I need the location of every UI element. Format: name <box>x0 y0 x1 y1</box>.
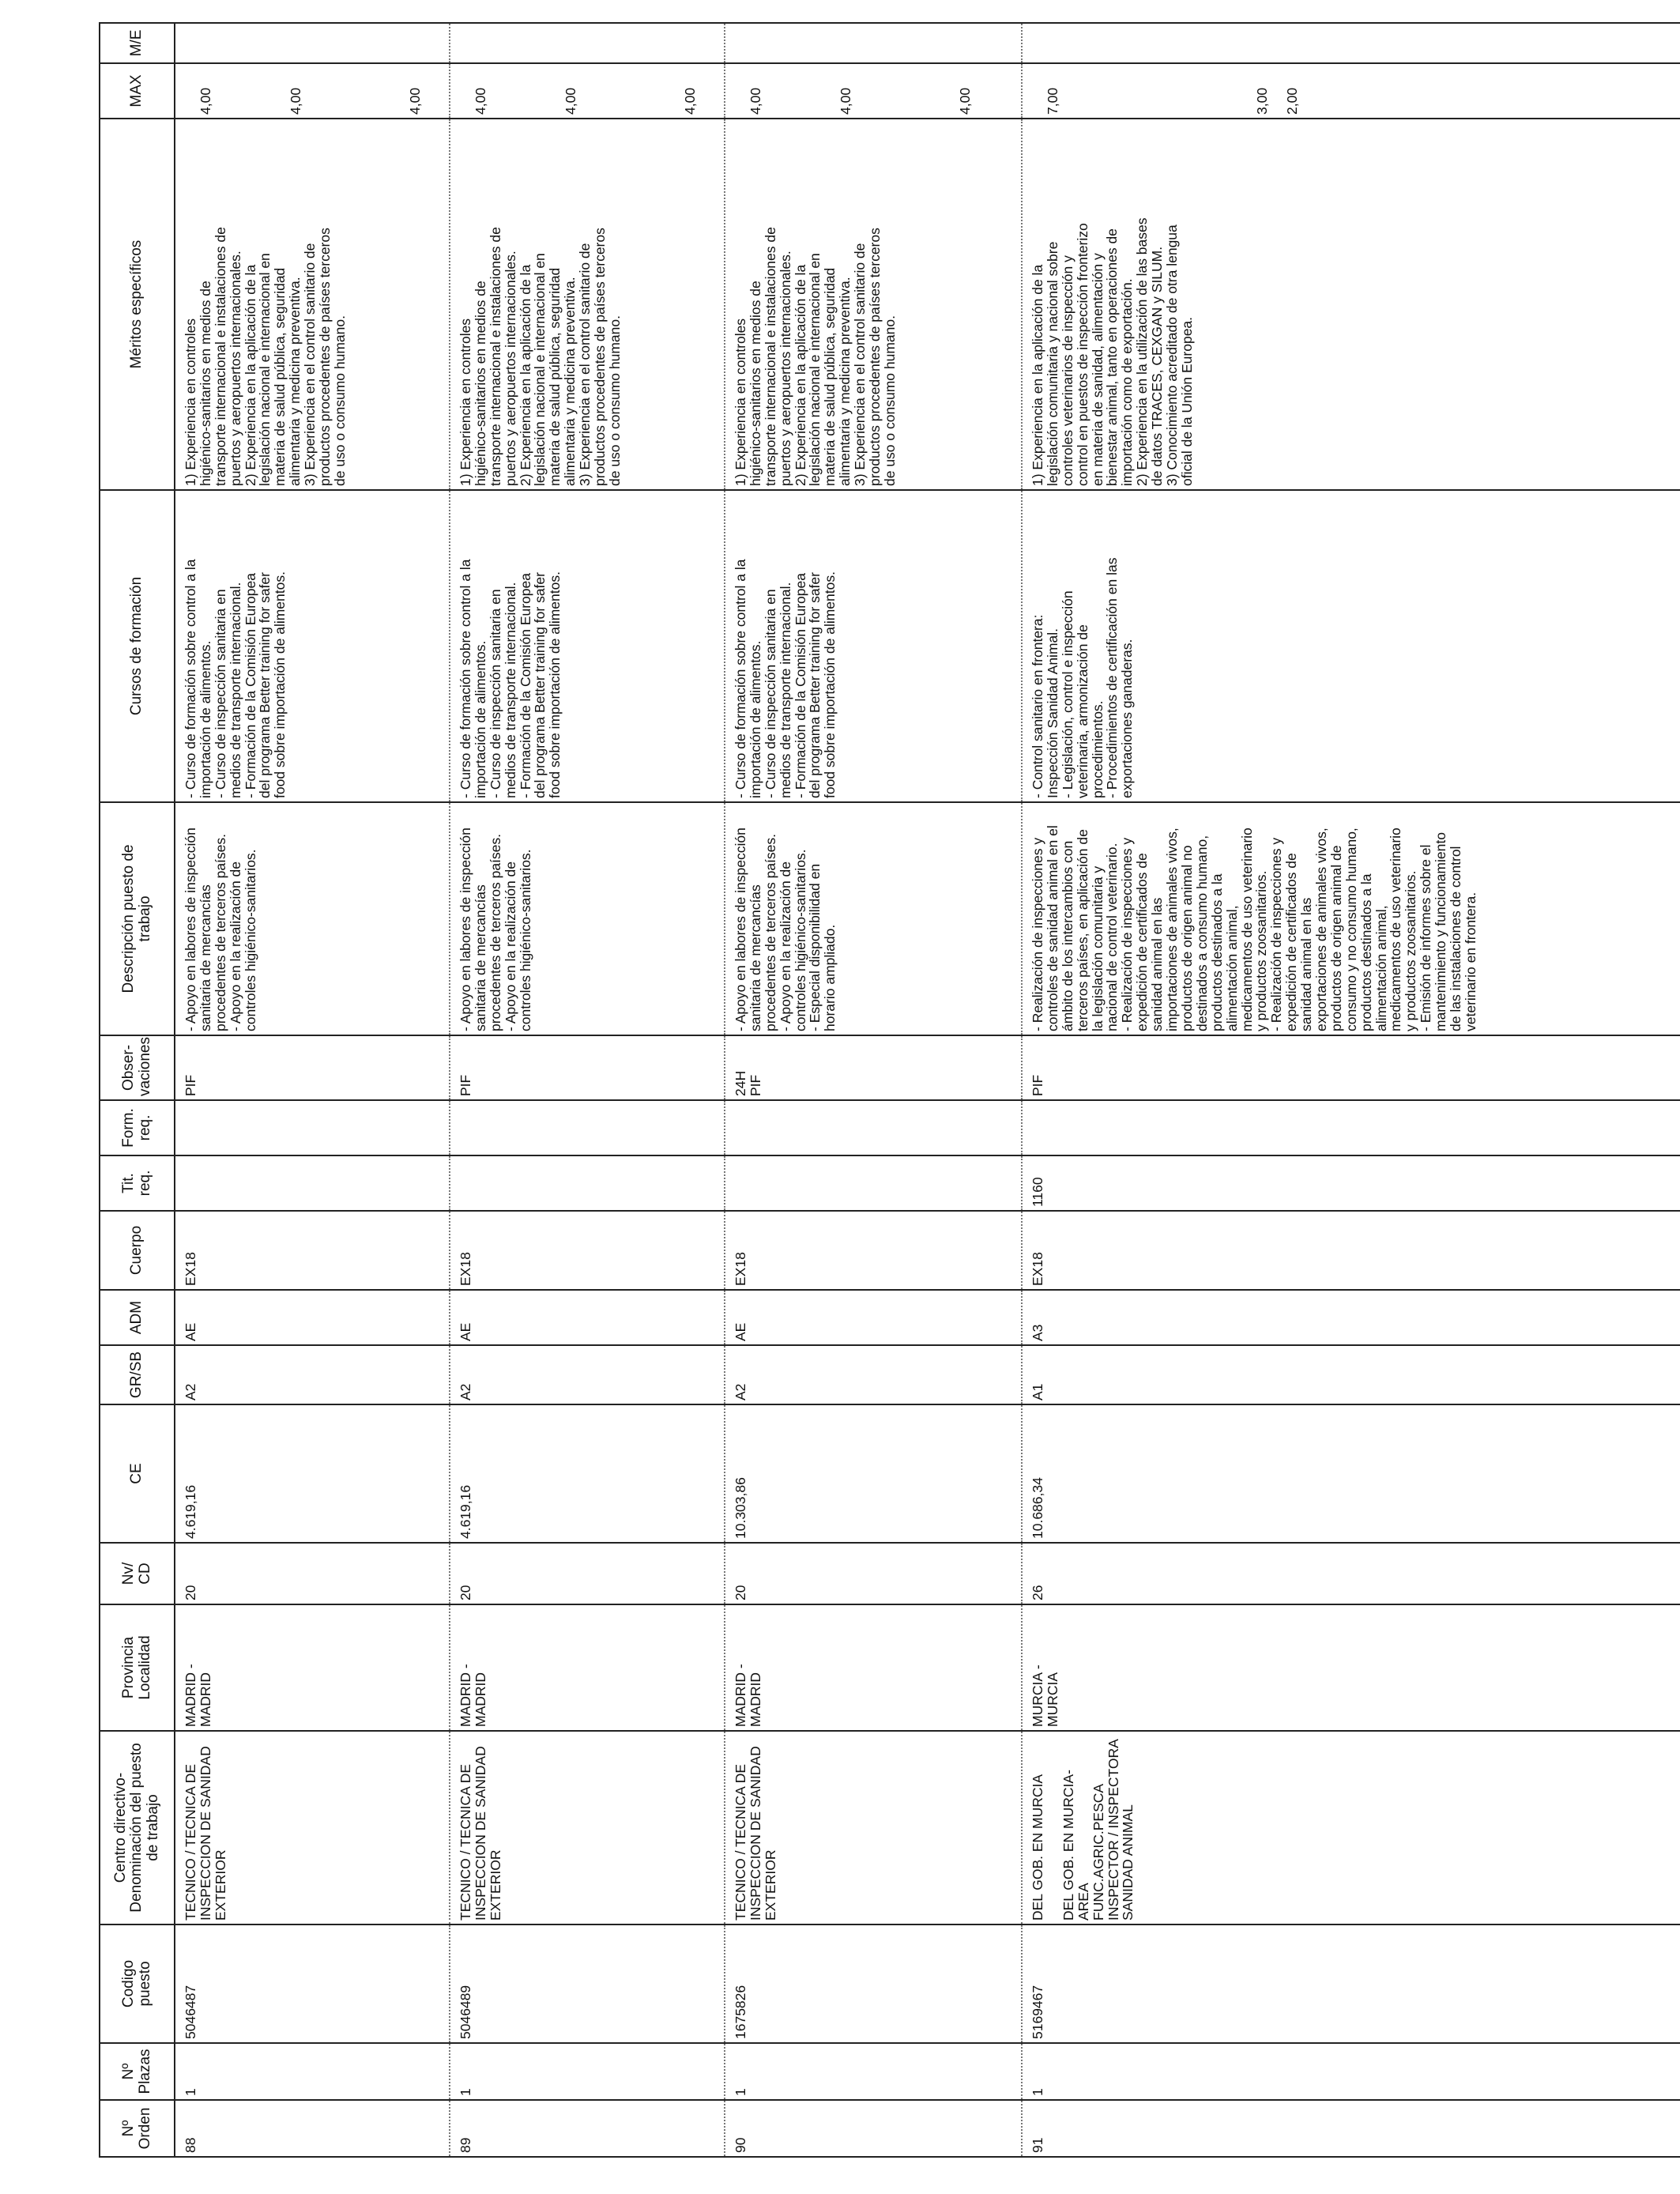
centro-group-2: DEL GOB. EN MURCIA-AREA FUNC.AGRIC.PESCA <box>1060 1770 1106 1921</box>
cell-orden: 89 <box>450 2100 725 2157</box>
cell-max <box>1022 63 1680 119</box>
cell-codigo: 1675826 <box>725 1924 1022 2043</box>
cell-descripcion: - Apoyo en labores de inspección sanitaria de mercancías procedentes de terceros países. - Apoyo en la realización de controles higiénico-sanitarios. <box>450 802 725 1035</box>
table-row <box>450 23 725 2157</box>
cell-form <box>175 1100 450 1155</box>
cell-centro: TECNICO / TECNICA DE INSPECCION DE SANIDAD EXTERIOR <box>725 1731 1022 1924</box>
header-adm: ADM <box>100 1290 175 1345</box>
header-cuerpo: Cuerpo <box>100 1211 175 1290</box>
max-value <box>1136 67 1151 115</box>
cell-orden: 88 <box>175 2100 450 2157</box>
max-value <box>258 67 273 115</box>
cell-adm: AE <box>175 1290 450 1345</box>
max-value: 2,00 <box>1284 87 1301 115</box>
cell-obs: PIF <box>175 1035 450 1100</box>
max-value <box>1165 67 1180 115</box>
max-value <box>868 67 883 115</box>
cell-adm: A3 <box>1022 1290 1680 1345</box>
max-value <box>1106 67 1121 115</box>
cell-ce: 4.619,16 <box>450 1404 725 1543</box>
cell-obs: PIF <box>450 1035 725 1100</box>
cell-provincia: MADRID - MADRID <box>725 1604 1022 1731</box>
header-max: MAX <box>100 63 175 119</box>
max-value: 3,00 <box>1254 87 1271 115</box>
cell-nivel: 20 <box>450 1543 725 1604</box>
centro-group-1: DEL GOB. EN MURCIA <box>1030 1774 1046 1921</box>
max-value <box>778 67 793 115</box>
cell-form <box>450 1100 725 1155</box>
max-value: 4,00 <box>472 87 488 115</box>
cell-descripcion: - Apoyo en labores de inspección sanitaria de mercancías procedentes de terceros países. - Apoyo en la realización de controles higiénico-sanitarios. <box>175 802 450 1035</box>
cell-me <box>175 23 450 63</box>
cell-grsb: A2 <box>175 1345 450 1404</box>
cell-grsb: A2 <box>725 1345 1022 1404</box>
max-value <box>318 67 333 115</box>
header-tit: Tit. req. <box>100 1155 175 1211</box>
max-value <box>348 67 363 115</box>
max-value: 4,00 <box>837 87 853 115</box>
header-obs: Obser- vaciones <box>100 1035 175 1100</box>
cell-provincia: MADRID - MADRID <box>175 1604 450 1731</box>
max-value: 4,00 <box>957 87 974 115</box>
header-form: Form. req. <box>100 1100 175 1155</box>
cell-max <box>450 63 725 119</box>
cell-grsb: A1 <box>1022 1345 1680 1404</box>
cell-codigo: 5169467 <box>1022 1924 1680 2043</box>
cell-form <box>725 1100 1022 1155</box>
max-value <box>1195 67 1210 115</box>
cell-orden: 91 <box>1022 2100 1680 2157</box>
table-row <box>175 23 450 2157</box>
cell-cursos: - Control sanitario en frontera: Inspección Sanidad Animal. - Legislación, control e inspección veterinaria, armonización de procedimientos. - Procedimientos de certificación en las exportaciones ganaderas. <box>1022 490 1680 802</box>
cell-codigo: 5046489 <box>450 1924 725 2043</box>
max-value: 4,00 <box>747 87 763 115</box>
max-value <box>623 67 638 115</box>
cell-max <box>725 63 1022 119</box>
table-header <box>100 23 175 2157</box>
cell-meritos: 1) Experiencia en controles higiénico-sanitarios en medios de transporte internacional e instalaciones de puertos y aeropuertos internacionales. 2) Experiencia en la aplicación de la legislación nacional e internacional en materia de salud pública, seguridad alimentaria y medicina preventiva. 3) Experiencia en el control sanitario de productos procedentes de países terceros de uso o consumo humano. <box>175 119 450 490</box>
cell-centro: TECNICO / TECNICA DE INSPECCION DE SANIDAD EXTERIOR <box>450 1731 725 1924</box>
header-descripcion: Descripción puesto de trabajo <box>100 802 175 1035</box>
max-value <box>503 67 518 115</box>
cell-obs: 24H PIF <box>725 1035 1022 1100</box>
table-row <box>725 23 1022 2157</box>
header-ce: CE <box>100 1404 175 1543</box>
header-centro: Centro directivo- Denominación del puesto de trabajo <box>100 1731 175 1924</box>
header-codigo: Codigo puesto <box>100 1924 175 2043</box>
cell-tit <box>175 1155 450 1211</box>
cell-centro <box>1022 1731 1680 1924</box>
cell-meritos: 1) Experiencia en controles higiénico-sanitarios en medios de transporte internacional e instalaciones de puertos y aeropuertos internacionales. 2) Experiencia en la aplicación de la legislación nacional e internacional en materia de salud pública, seguridad alimentaria y medicina preventiva. 3) Experiencia en el control sanitario de productos procedentes de países terceros de uso o consumo humano. <box>725 119 1022 490</box>
cell-plazas: 1 <box>1022 2043 1680 2100</box>
header-orden: Nº Orden <box>100 2100 175 2157</box>
cell-plazas: 1 <box>725 2043 1022 2100</box>
cell-ce: 4.619,16 <box>175 1404 450 1543</box>
cell-cursos: - Curso de formación sobre control a la importación de alimentos. - Curso de inspección sanitaria en medios de transporte internacional. - Formación de la Comisión Europea del programa Better training for safer food sobre importación de alimentos. <box>175 490 450 802</box>
cell-codigo: 5046487 <box>175 1924 450 2043</box>
cell-adm: AE <box>725 1290 1022 1345</box>
max-value <box>653 67 668 115</box>
cell-me <box>725 23 1022 63</box>
cell-descripcion: - Apoyo en labores de inspección sanitaria de mercancías procedentes de terceros países. - Apoyo en la realización de controles higiénico-sanitarios. - Especial disponibilidad en horario ampliado. <box>725 802 1022 1035</box>
cell-descripcion: - Realización de inspecciones y controles de sanidad animal en el ámbito de los intercambios con terceros países, en aplicación de la legislación comunitaria y nacional de control veterinario. - Realización de inspecciones y expedición de certificados de sanidad animal en las importaciones de animales vivos, productos de origen animal no destinados a consumo humano, productos destinados a la alimentación animal, medicamentos de uso veterinario y productos zoosanitarios. - Realización de inspecciones y expedición de certificados de sanidad animal en las exportaciones de animales vivos, productos de origen animal de consumo y no consumo humano, productos destinados a la alimentación animal, medicamentos de uso veterinario y productos zoosanitarios. - Emisión de informes sobre el mantenimiento y funcionamiento de las instalaciones de control veterinario en frontera. <box>1022 802 1680 1035</box>
max-value <box>898 67 913 115</box>
header-provincia: Provincia Localidad <box>100 1604 175 1731</box>
cell-cuerpo: EX18 <box>1022 1211 1680 1290</box>
cell-tit: 1160 <box>1022 1155 1680 1211</box>
max-value: 4,00 <box>287 87 303 115</box>
centro-puesto: INSPECTOR / INSPECTORA SANIDAD ANIMAL <box>1105 1739 1136 1921</box>
max-value: 7,00 <box>1044 87 1060 115</box>
cell-meritos: 1) Experiencia en la aplicación de la legislación comunitaria y nacional sobre controles veterinarios de inspección y control en puestos de inspección fronterizo en materia de sanidad, alimentación y bienestar animal, tanto en operaciones de importación como de exportación. 2) Experiencia en la utilización de las bases de datos TRACES, CEXGAN y SILUM. 3) Conocimiento acreditado de otra lengua oficial de la Unión Europea. <box>1022 119 1680 490</box>
cell-obs: PIF <box>1022 1035 1680 1100</box>
cell-cuerpo: EX18 <box>175 1211 450 1290</box>
header-nivel: Nv/ CD <box>100 1543 175 1604</box>
cell-tit <box>450 1155 725 1211</box>
cell-nivel: 20 <box>725 1543 1022 1604</box>
max-value <box>928 67 943 115</box>
max-value <box>1075 67 1090 115</box>
max-value <box>808 67 823 115</box>
cell-grsb: A2 <box>450 1345 725 1404</box>
cell-cuerpo: EX18 <box>725 1211 1022 1290</box>
max-value: 4,00 <box>197 87 213 115</box>
cell-plazas: 1 <box>450 2043 725 2100</box>
table-row <box>1022 23 1680 2157</box>
cell-me <box>450 23 725 63</box>
cell-orden: 90 <box>725 2100 1022 2157</box>
cell-centro: TECNICO / TECNICA DE INSPECCION DE SANIDAD EXTERIOR <box>175 1731 450 1924</box>
header-meritos: Méritos específicos <box>100 119 175 490</box>
max-value: 4,00 <box>407 87 424 115</box>
cell-provincia: MADRID - MADRID <box>450 1604 725 1731</box>
cell-ce: 10.303,86 <box>725 1404 1022 1543</box>
cell-ce: 10.686,34 <box>1022 1404 1680 1543</box>
cell-adm: AE <box>450 1290 725 1345</box>
cell-provincia: MURCIA - MURCIA <box>1022 1604 1680 1731</box>
cell-meritos: 1) Experiencia en controles higiénico-sanitarios en medios de transporte internacional e instalaciones de puertos y aeropuertos internacionales. 2) Experiencia en la aplicación de la legislación nacional e internacional en materia de salud pública, seguridad alimentaria y medicina preventiva. 3) Experiencia en el control sanitario de productos procedentes de países terceros de uso o consumo humano. <box>450 119 725 490</box>
cell-me <box>1022 23 1680 63</box>
header-cursos: Cursos de formación <box>100 490 175 802</box>
cell-cuerpo: EX18 <box>450 1211 725 1290</box>
cell-max <box>175 63 450 119</box>
cell-form <box>1022 1100 1680 1155</box>
header-me: M/E <box>100 23 175 63</box>
cell-cursos: - Curso de formación sobre control a la importación de alimentos. - Curso de inspección sanitaria en medios de transporte internacional. - Formación de la Comisión Europea del programa Better training for safer food sobre importación de alimentos. <box>725 490 1022 802</box>
cell-plazas: 1 <box>175 2043 450 2100</box>
header-plazas: Nº Plazas <box>100 2043 175 2100</box>
max-value <box>228 67 243 115</box>
cell-tit <box>725 1155 1022 1211</box>
max-value <box>1225 67 1240 115</box>
max-value: 4,00 <box>682 87 699 115</box>
cell-cursos: - Curso de formación sobre control a la importación de alimentos. - Curso de inspección sanitaria en medios de transporte internacional. - Formación de la Comisión Europea del programa Better training for safer food sobre importación de alimentos. <box>450 490 725 802</box>
max-value: 4,00 <box>562 87 578 115</box>
header-grsb: GR/SB <box>100 1345 175 1404</box>
max-value <box>378 67 393 115</box>
cell-nivel: 20 <box>175 1543 450 1604</box>
job-positions-table <box>99 22 1680 2158</box>
max-value <box>533 67 548 115</box>
cell-nivel: 26 <box>1022 1543 1680 1604</box>
max-value <box>593 67 608 115</box>
